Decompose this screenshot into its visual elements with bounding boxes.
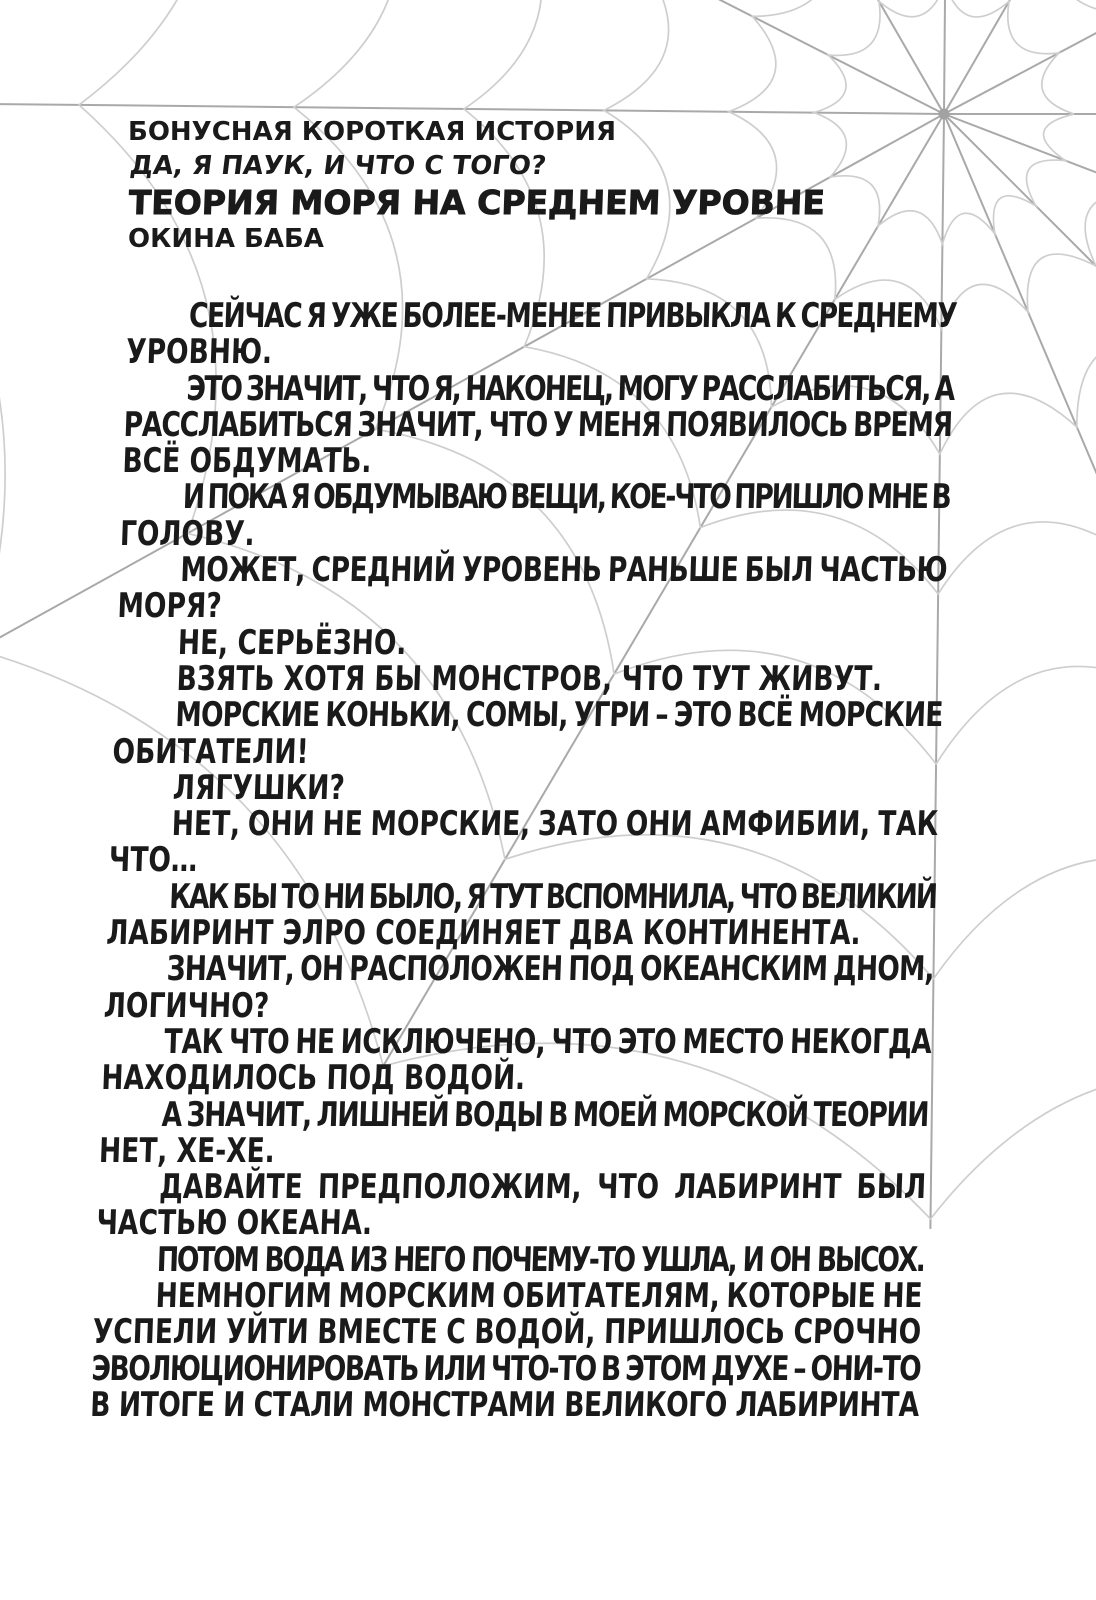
story-line [103, 985, 933, 1026]
story-line-text: А ЗНАЧИТ, ЛИШНЕЙ ВОДЫ В МОЕЙ МОРСКОЙ ТЕОРИИ [161, 1094, 929, 1135]
story-line-text: ЛЯГУШКИ? [172, 767, 346, 808]
story-body [90, 298, 957, 1423]
story-line [107, 876, 937, 917]
story-line-text: УСПЕЛИ УЙТИ ВМЕСТЕ С ВОДОЙ, ПРИШЛОСЬ СРОЧНО [92, 1312, 922, 1353]
story-line [109, 804, 940, 845]
story-line [100, 1094, 930, 1135]
story-line [113, 695, 944, 736]
story-line [121, 441, 952, 482]
story-line-text: ОБИТАТЕЛИ! [111, 731, 310, 772]
story-line-text: РАССЛАБИТЬСЯ ЗНАЧИТ, ЧТО У МЕНЯ ПОЯВИЛОСЬ ВРЕМЯ [122, 404, 953, 445]
story-line [89, 1384, 920, 1425]
series-title: ДА, Я ПАУК, И ЧТО С ТОГО? [128, 151, 548, 181]
series-label: БОНУСНАЯ КОРОТКАЯ ИСТОРИЯ [128, 117, 616, 147]
story-line-text: ГОЛОВУ. [119, 513, 256, 554]
story-line-text: МОРЯ? [116, 586, 223, 627]
story-line-text: ЛОГИЧНО? [103, 985, 270, 1026]
story-line [90, 1348, 921, 1389]
story-line-text: НЕМНОГИМ МОРСКИМ ОБИТАТЕЛЯМ, КОТОРЫЕ НЕ [154, 1276, 924, 1317]
story-line [102, 1021, 932, 1062]
story-line-text: МОРСКИЕ КОНЬКИ, СОМЫ, УГРИ – ЭТО ВСЁ МОРСКИЕ [174, 695, 944, 736]
story-title: ТЕОРИЯ МОРЯ НА СРЕДНЕМ УРОВНЕ [128, 183, 826, 222]
story-line [121, 477, 951, 518]
story-line [116, 622, 946, 663]
story-line [122, 404, 953, 445]
author-name: ОКИНА БАБА [128, 224, 324, 254]
story-line [116, 586, 947, 627]
story-line-text: ЧАСТЬЮ ОКЕАНА. [95, 1203, 373, 1244]
story-line-text: ЭТО ЗНАЧИТ, ЧТО Я, НАКОНЕЦ, МОГУ РАССЛАБИТЬСЯ, А [185, 368, 955, 409]
story-line-text: КАК БЫ ТО НИ БЫЛО, Я ТУТ ВСПОМНИЛА, ЧТО ВЕЛИКИЙ [168, 876, 937, 917]
story-line [125, 332, 956, 373]
story-line-text: В ИТОГЕ И СТАЛИ МОНСТРАМИ ВЕЛИКОГО ЛАБИРИНТА [89, 1384, 920, 1425]
story-line [93, 1276, 924, 1317]
story-line [111, 767, 941, 808]
story-line-text: ТАК ЧТО НЕ ИСКЛЮЧЕНО, ЧТО ЭТО МЕСТО НЕКОГДА [163, 1021, 932, 1062]
story-line-text: ПОТОМ ВОДА ИЗ НЕГО ПОЧЕМУ-ТО УШЛА, И ОН ВЫСОХ. [156, 1239, 925, 1280]
story-line-text: ВЗЯТЬ ХОТЯ БЫ МОНСТРОВ, ЧТО ТУТ ЖИВУТ. [175, 658, 883, 699]
story-line [98, 1130, 928, 1171]
story-line-text: ДАВАЙТЕ ПРЕДПОЛОЖИМ, ЧТО ЛАБИРИНТ БЫЛ [158, 1167, 927, 1208]
story-line [105, 949, 935, 990]
story-line [127, 298, 957, 334]
story-line-text: ЭВОЛЮЦИОНИРОВАТЬ ИЛИ ЧТО-ТО В ЭТОМ ДУХЕ – ОНИ-ТО [90, 1348, 921, 1389]
story-line-text: НАХОДИЛОСЬ ПОД ВОДОЙ. [100, 1058, 526, 1099]
story-line-text: МОЖЕТ, СРЕДНИЙ УРОВЕНЬ РАНЬШЕ БЫЛ ЧАСТЬЮ [179, 550, 948, 591]
story-line [124, 368, 955, 409]
story-line [97, 1167, 927, 1208]
story-line [105, 913, 936, 954]
story-line-text: НЕТ, ХЕ-ХЕ. [98, 1130, 276, 1171]
story-line-text: ЗНАЧИТ, ОН РАСПОЛОЖЕН ПОД ОКЕАНСКИМ ДНОМ, [166, 949, 935, 990]
story-line [108, 840, 938, 881]
story-line [95, 1203, 926, 1244]
story-line [114, 658, 944, 699]
story-line [92, 1312, 922, 1353]
story-line-text: УРОВНЮ. [125, 332, 273, 373]
story-line-text: НЕТ, ОНИ НЕ МОРСКИЕ, ЗАТО ОНИ АМФИБИИ, ТАК [171, 804, 940, 845]
story-line [119, 513, 949, 554]
story-line-text: И ПОКА Я ОБДУМЫВАЮ ВЕЩИ, КОЕ-ЧТО ПРИШЛО МНЕ В [182, 477, 951, 518]
story-line-text: ВСЁ ОБДУМАТЬ. [121, 441, 373, 482]
story-line [118, 550, 948, 591]
story-line-text: НЕ, СЕРЬЁЗНО. [177, 622, 408, 663]
story-line-text: СЕЙЧАС Я УЖЕ БОЛЕЕ-МЕНЕЕ ПРИВЫКЛА К СРЕДНЕМУ [188, 296, 957, 336]
story-line [111, 731, 942, 772]
story-line-text: ЛАБИРИНТ ЭЛРО СОЕДИНЯЕТ ДВА КОНТИНЕНТА. [105, 913, 862, 954]
story-line [100, 1058, 931, 1099]
story-line-text: ЧТО… [108, 840, 199, 881]
story-header [128, 116, 958, 256]
story-line [95, 1239, 925, 1280]
